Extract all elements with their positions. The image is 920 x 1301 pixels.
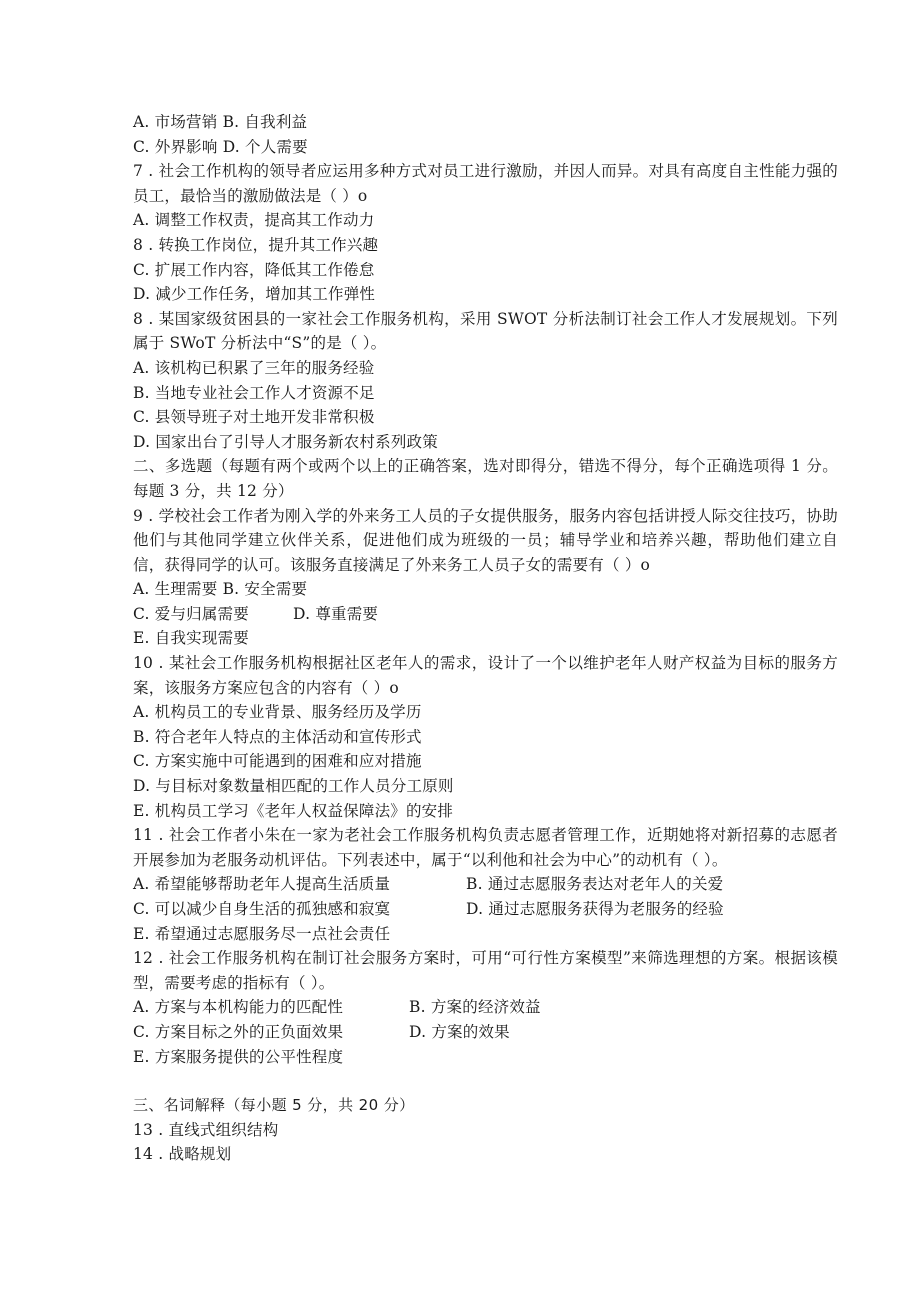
question-8-stem: 8 . 某国家级贫困县的一家社会工作服务机构，采用 SWOT 分析法制订社会工作人才发展规划。下列属于 SWoT 分析法中“S”的是（ ）。 (133, 309, 838, 353)
question-9-option-d: D. 尊重需要 (293, 604, 379, 623)
question-14: 14 . 战略规划 (133, 1145, 232, 1164)
question-12-option-b: B. 方案的经济效益 (409, 998, 541, 1017)
question-9-options-cd (133, 602, 838, 627)
exam-page (133, 110, 838, 1167)
question-12-option-d: D. 方案的效果 (409, 1022, 510, 1041)
question-11-option-d: D. 通过志愿服务获得为老服务的经验 (466, 900, 724, 918)
question-7-option-b: 8 . 转换工作岗位，提升其工作兴趣 (133, 235, 379, 254)
question-8-option-c: C. 县领导班子对土地开发非常积极 (133, 408, 375, 427)
section-3-heading: 三、名词解释（每小题 5 分，共 20 分） (133, 1096, 415, 1115)
section-spacer (133, 1069, 838, 1093)
question-7-option-a: A. 调整工作权责，提高其工作动力 (133, 211, 375, 230)
question-options: C. 外界影响 D. 个人需要 (133, 137, 308, 156)
question-12-option-e: E. 方案服务提供的公平性程度 (133, 1047, 344, 1066)
question-8-option-a: A. 该机构已积累了三年的服务经验 (133, 358, 375, 377)
question-9-stem: 9 . 学校社会工作者为刚入学的外来务工人员的子女提供服务，服务内容包括讲授人际交往技巧，协助他们与其他同学建立伙伴关系，促进他们成为班级的一员；辅导学业和培养兴趣，帮助他们建立自信，获得同学的认可。该服务直接满足了外来务工人员子女的需要有（ ）o (133, 506, 838, 574)
question-8-option-b: B. 当地专业社会工作人才资源不足 (133, 383, 375, 402)
question-11-options-ab (133, 872, 838, 897)
question-12-option-c: C. 方案目标之外的正负面效果 (133, 1022, 344, 1041)
question-12-stem: 12 . 社会工作服务机构在制订社会服务方案时，可用“可行性方案模型”来筛选理想的方案。根据该模型，需要考虑的指标有（ ）。 (133, 949, 838, 992)
question-options: A. 市场营销 B. 自我利益 (133, 113, 308, 131)
question-10-option-a: A. 机构员工的专业背景、服务经历及学历 (133, 703, 422, 722)
question-11-option-a: A. 希望能够帮助老年人提高生活质量 (133, 875, 391, 894)
question-9-option-e: E. 自我实现需要 (133, 629, 249, 648)
question-10-option-d: D. 与目标对象数量相匹配的工作人员分工原则 (133, 777, 454, 796)
question-10-option-e: E. 机构员工学习《老年人权益保障法》的安排 (133, 801, 454, 820)
question-10-stem: 10 . 某社会工作服务机构根据社区老年人的需求，设计了一个以维护老年人财产权益为目标的服务方案，该服务方案应包含的内容有（ ）o (133, 654, 838, 697)
question-12-options-cd (133, 1020, 838, 1045)
question-12-options-ab (133, 995, 838, 1020)
question-7-stem: 7 . 社会工作机构的领导者应运用多种方式对员工进行激励，并因人而异。对具有高度自主性能力强的员工，最恰当的激励做法是（ ）o (133, 162, 838, 205)
question-10-option-b: B. 符合老年人特点的主体活动和宣传形式 (133, 727, 422, 746)
section-2-heading: 二、多选题（每题有两个或两个以上的正确答案，选对即得分，错选不得分，每个正确选项得 1 分。每题 3 分，共 12 分） (133, 457, 838, 500)
question-13: 13 . 直线式组织结构 (133, 1120, 279, 1139)
question-8-option-d: D. 国家出台了引导人才服务新农村系列政策 (133, 432, 438, 451)
question-7-option-d: D. 减少工作任务，增加其工作弹性 (133, 285, 376, 304)
question-11-option-c: C. 可以减少自身生活的孤独感和寂寞 (133, 900, 391, 918)
question-11-stem: 11 . 社会工作者小朱在一家为老社会工作服务机构负责志愿者管理工作，近期她将对新招募的志愿者开展参加为老服务动机评估。下列表述中，属于“以利他和社会为中心”的动机有（ ）。 (133, 826, 838, 869)
question-12-option-a: A. 方案与本机构能力的匹配性 (133, 998, 344, 1017)
question-11-options-cd (133, 897, 838, 922)
question-7-option-c: C. 扩展工作内容，降低其工作倦怠 (133, 260, 375, 279)
question-9-option-c: C. 爱与归属需要 (133, 604, 249, 623)
question-11-option-b: B. 通过志愿服务表达对老年人的关爱 (466, 875, 724, 894)
question-10-option-c: C. 方案实施中可能遇到的困难和应对措施 (133, 752, 422, 771)
question-11-option-e: E. 希望通过志愿服务尽一点社会责任 (133, 924, 391, 943)
question-9-options-ab: A. 生理需要 B. 安全需要 (133, 580, 308, 599)
